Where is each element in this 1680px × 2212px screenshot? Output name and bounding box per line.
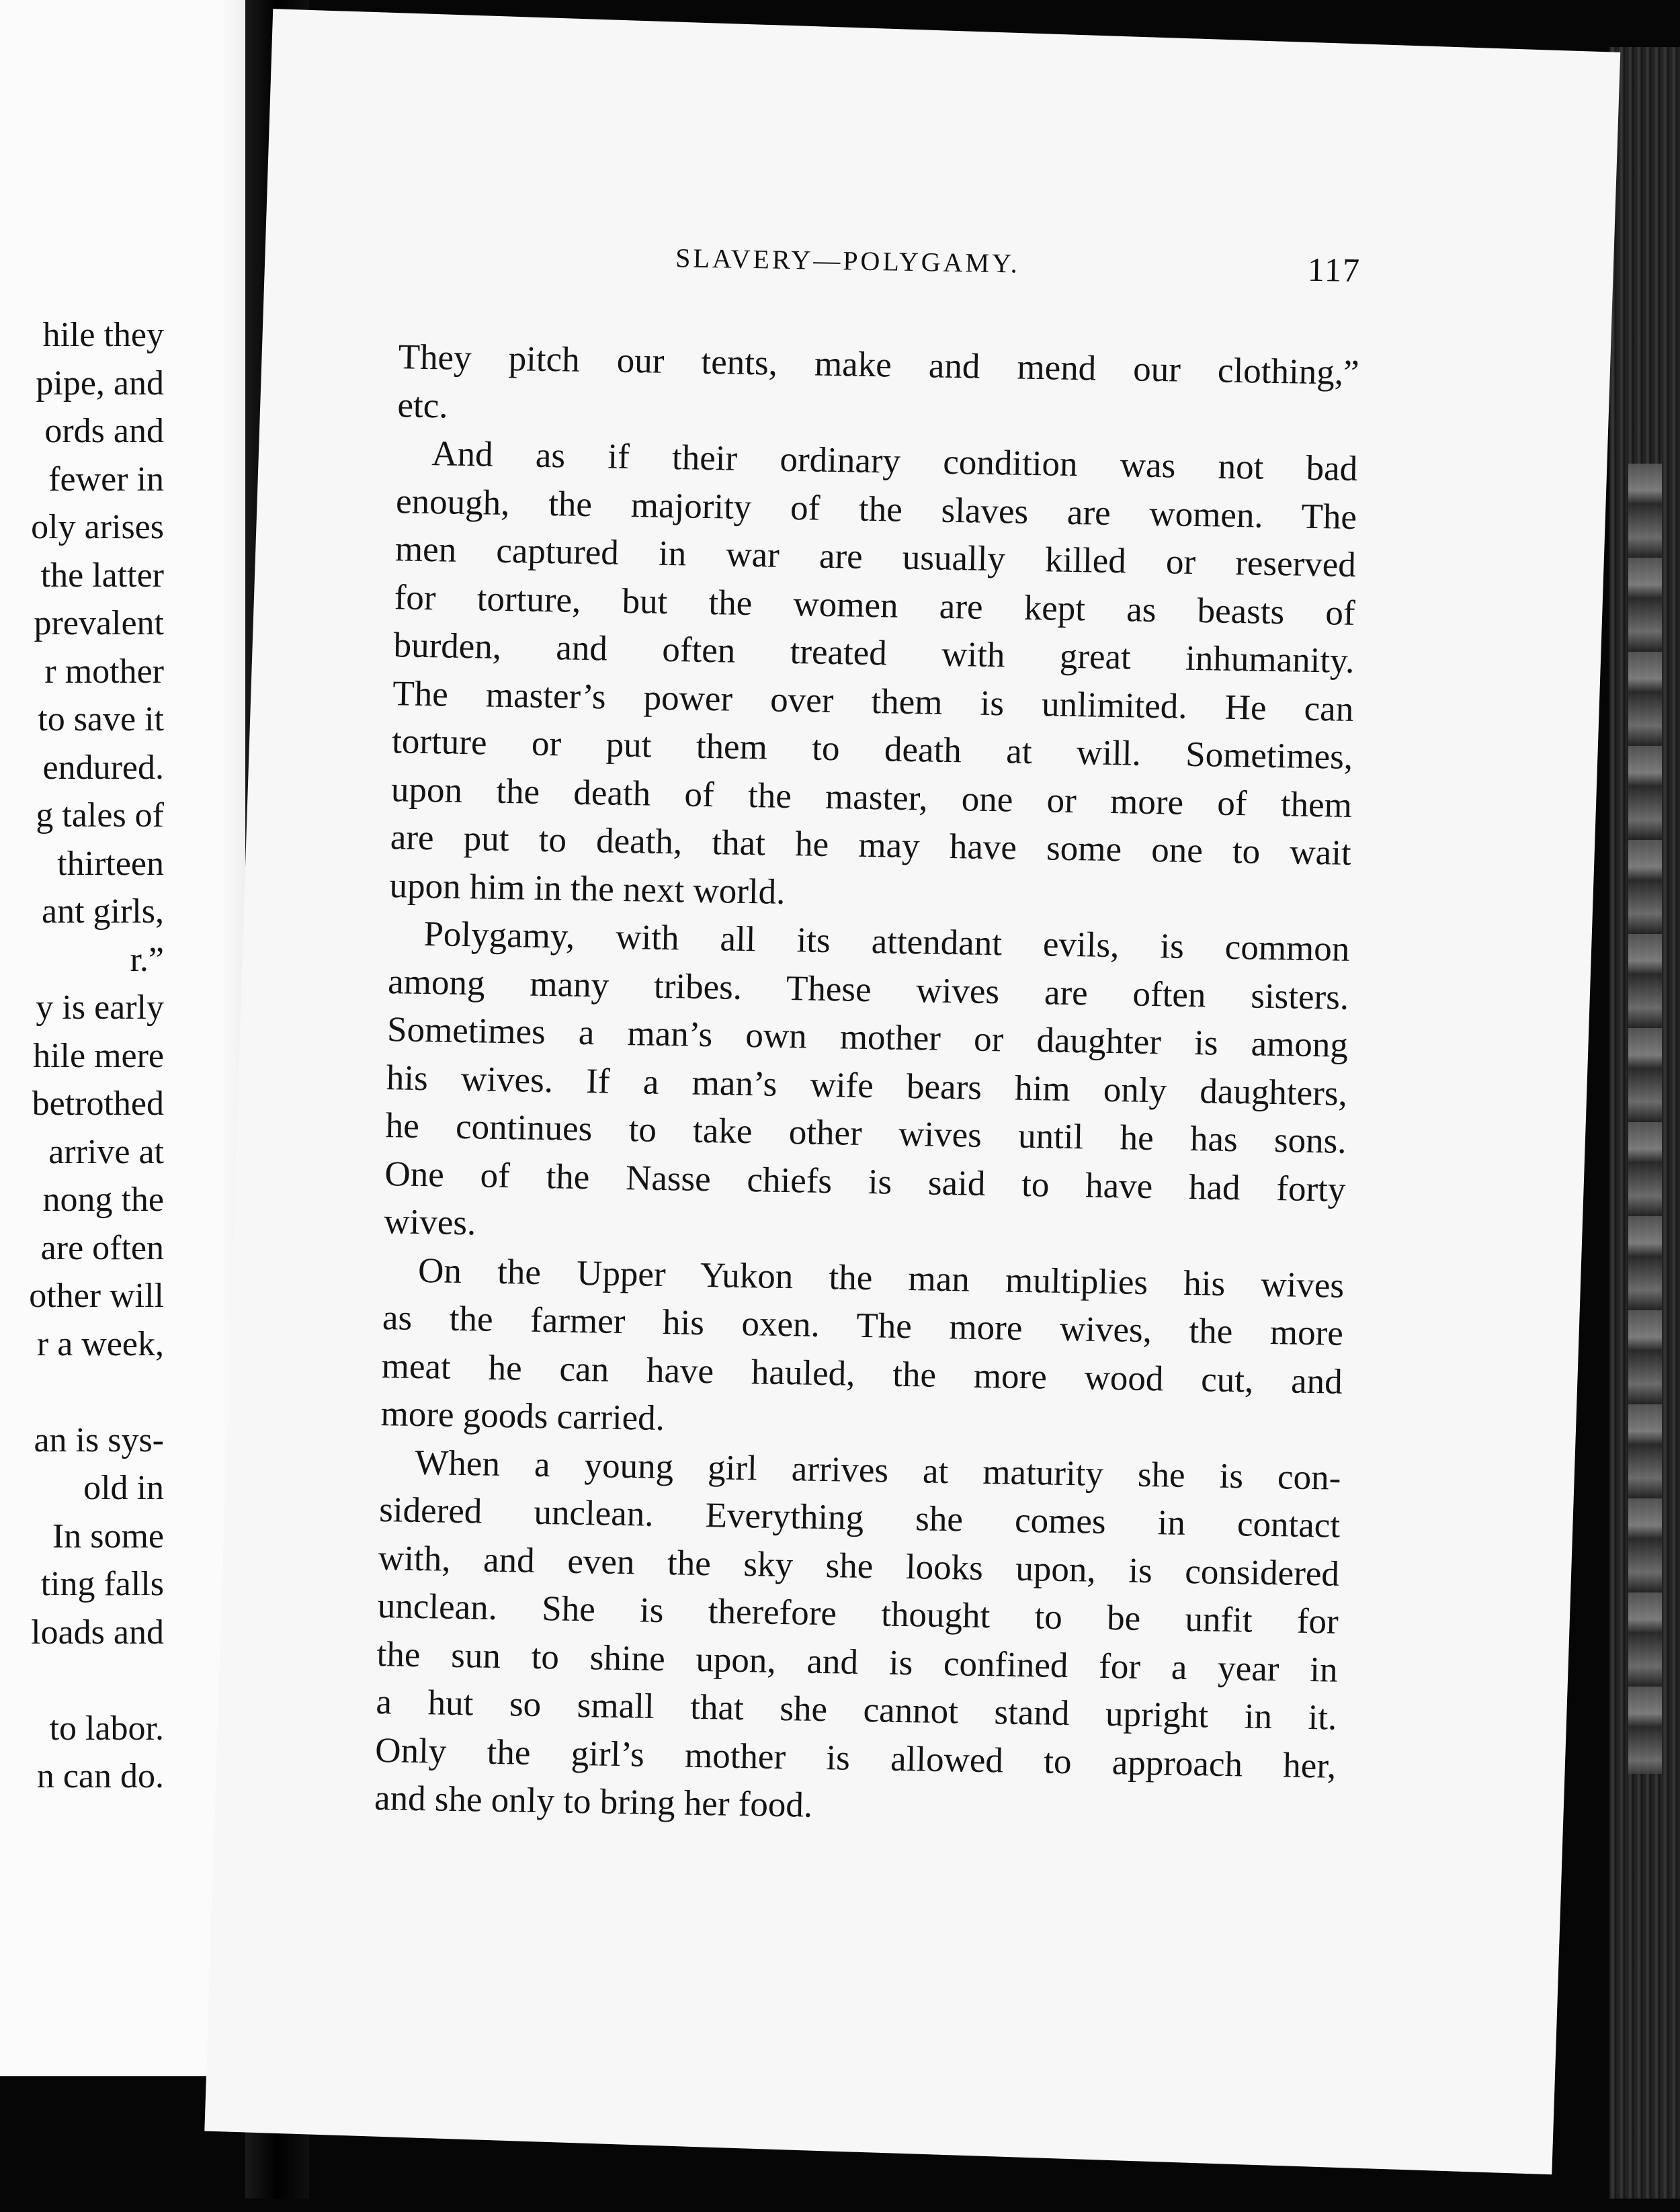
text-line: Sometimes a man’s own mother or daughter is among	[386, 1010, 1349, 1065]
text-line: his wives. If a man’s wife bears him only daughters,	[386, 1058, 1348, 1113]
text-line: the sun to shine upon, and is confined for a year in	[376, 1634, 1339, 1690]
left-page-line: thirteen	[57, 844, 164, 883]
text-line: Only the girl’s mother is allowed to approach her,	[374, 1730, 1337, 1786]
text-line: The master’s power over them is unlimited. He can	[392, 673, 1354, 729]
left-page-line: oly arises	[31, 508, 164, 546]
text-line: upon him in the next world.	[389, 865, 786, 912]
text-line: sidered unclean. Everything she comes in contact	[378, 1490, 1341, 1545]
left-page-line: to save it	[38, 700, 164, 738]
left-page-line: nong the	[42, 1181, 164, 1219]
text-line: wives.	[383, 1202, 476, 1243]
left-page-line: ords and	[44, 412, 164, 450]
left-page-line: g tales of	[36, 796, 164, 835]
left-page-line: pipe, and	[36, 364, 164, 402]
left-page-line: r.”	[130, 940, 164, 979]
page-number: 117	[1307, 250, 1361, 290]
text-line: When a young girl arrives at maturity she is con-	[414, 1443, 1341, 1498]
text-line: men captured in war are usually killed or reserved	[394, 529, 1357, 585]
left-page-line: other will	[29, 1277, 164, 1315]
text-line: and she only to bring her food.	[374, 1779, 813, 1825]
paragraph	[389, 429, 1358, 926]
left-page-line: In some	[52, 1517, 164, 1556]
text-line: for torture, but the women are kept as beasts of	[394, 577, 1356, 633]
text-line: One of the Nasse chiefs is said to have had forty	[384, 1154, 1346, 1209]
left-page-line: loads and	[31, 1613, 164, 1652]
left-page-line: ting falls	[40, 1565, 164, 1603]
text-line: On the Upper Yukon the man multiplies his wives	[417, 1250, 1345, 1306]
text-line: are put to death, that he may have some one to wait	[390, 818, 1352, 873]
text-line: They pitch our tents, make and mend our clothing,”	[398, 337, 1360, 392]
left-page-line: betrothed	[32, 1084, 164, 1123]
left-page-line: the latter	[40, 556, 164, 595]
left-page-line: endured.	[42, 748, 164, 787]
text-line: he continues to take other wives until he has sons.	[385, 1106, 1347, 1161]
left-page-line: ant girls,	[42, 892, 164, 931]
text-line: unclean. She is therefore thought to be unfit for	[377, 1586, 1339, 1642]
text-line: And as if their ordinary condition was not bad	[431, 434, 1358, 488]
text-line: Polygamy, with all its attendant evils, is common	[423, 914, 1350, 969]
left-page-line: an is sys-	[34, 1420, 164, 1459]
text-line: burden, and often treated with great inhumanity.	[393, 626, 1355, 681]
left-page-line: fewer in	[48, 460, 164, 499]
left-page-line: arrive at	[48, 1132, 164, 1171]
text-line: torture or put them to death at will. Sometimes,	[391, 722, 1353, 777]
left-page-line: r a week,	[36, 1324, 164, 1363]
text-line: enough, the majority of the slaves are women. The	[395, 481, 1357, 537]
left-page-line: y is early	[36, 988, 164, 1027]
running-head: SLAVERY—POLYGAMY.	[675, 243, 1021, 279]
text-line: among many tribes. These wives are often sisters.	[387, 962, 1349, 1017]
left-page-line: are often	[40, 1228, 164, 1267]
left-page-line: hile mere	[33, 1036, 164, 1075]
paragraph	[374, 1439, 1341, 1839]
text-line: more goods carried.	[380, 1394, 665, 1439]
paragraph	[384, 910, 1350, 1262]
left-page-line: r mother	[44, 652, 164, 691]
text-line: as the farmer his oxen. The more wives, the more	[382, 1298, 1344, 1353]
left-page-line: hile they	[42, 316, 164, 354]
paragraph	[380, 1246, 1345, 1455]
left-page-line: to labor.	[49, 1709, 164, 1748]
left-page-line: old in	[83, 1469, 164, 1507]
left-page-line: prevalent	[34, 604, 164, 642]
paragraph	[397, 333, 1359, 445]
left-page-line: n can do.	[36, 1757, 164, 1795]
text-line: upon the death of the master, one or more of them	[390, 769, 1353, 825]
text-line: meat he can have hauled, the more wood cut, and	[381, 1346, 1343, 1402]
text-line: etc.	[397, 385, 449, 426]
text-line: a hut so small that she cannot stand upright in it.	[376, 1683, 1337, 1738]
body-text	[374, 333, 1360, 1838]
text-line: with, and even the sky she looks upon, is considered	[378, 1538, 1340, 1594]
